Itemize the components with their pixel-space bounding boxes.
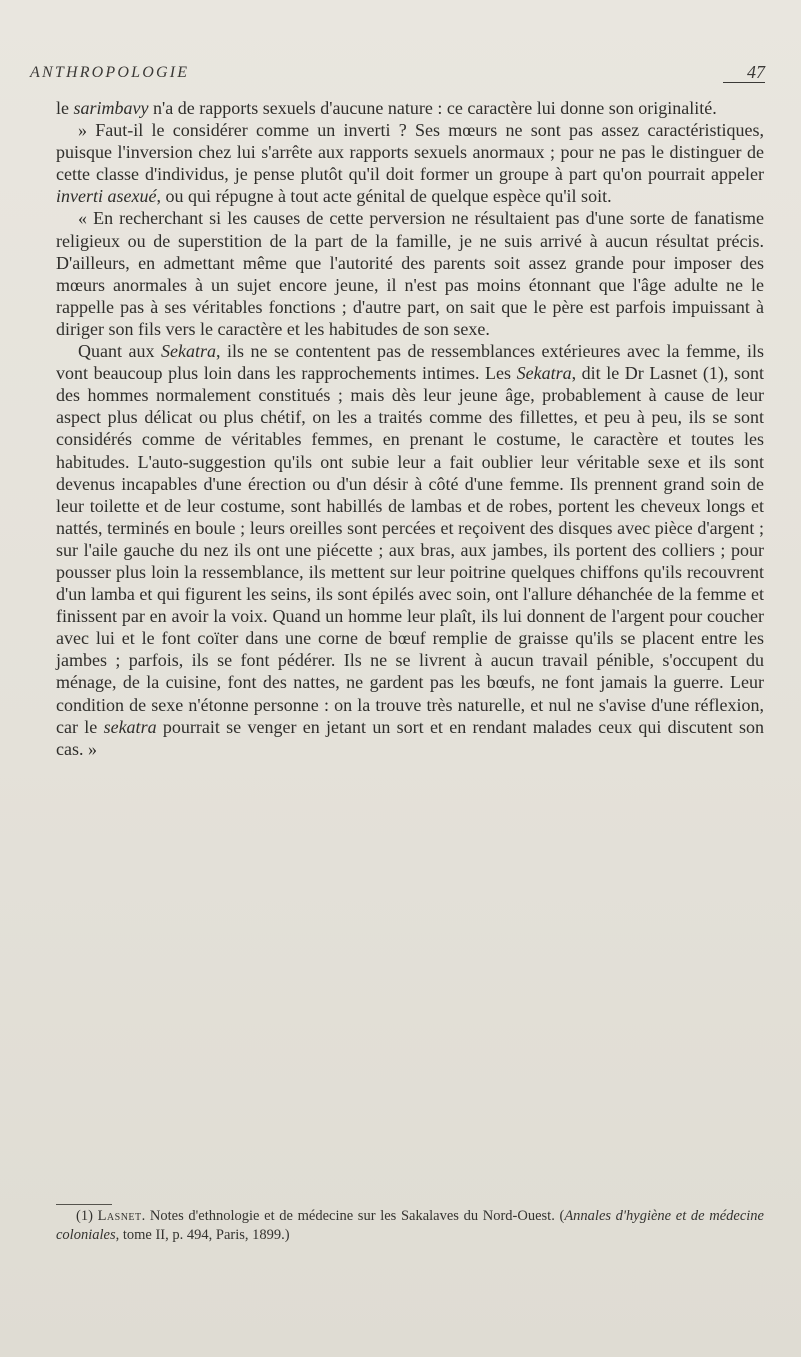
paragraph-3: « En recherchant si les causes de cette perversion ne résultaient pas d'une sorte de fanatisme religieux ou de superstition de la part de la famille, je ne suis arrivé à aucun résultat précis. D'ailleurs, en admettant même que l'autorité des parents soit assez grande pour imposer des mœurs anormales à un sujet encore jeune, il n'est pas moins étonnant que l'âge adulte ne le rappelle pas à ses véritables fonctions ; d'autre part, on sait que le père est parfois impuissant à diriger son fils vers le caractère et les habitudes de son sexe. (56, 208, 764, 339)
footnote-text-b: , tome II, p. 494, Paris, 1899.) (115, 1227, 290, 1243)
body-text (56, 97, 764, 760)
footnote (56, 1207, 764, 1245)
paragraph-4 (56, 340, 764, 760)
paragraph-2 (56, 119, 764, 207)
paragraph-2-text-c: , ou qui répugne à tout acte génital de quelque espèce qu'il soit. (156, 186, 612, 207)
paragraph-1 (56, 97, 764, 119)
footnote-rule (56, 1204, 112, 1205)
term-sarimbavy: sarimbavy (73, 98, 149, 118)
paragraph-4-text-e: , dit le Dr Lasnet (1), sont des hommes normalement constitués ; mais dès leur jeune âge, probablement à cause de leur aspect plus délicat ou plus chétif, on les a traités comme des fillettes, et peu à peu, ils se sont considérés comme de véritables femmes, en prenant le costume, le caractère et toutes les habitudes. L'auto-suggestion qu'ils ont subie leur a fait oublier leur véritable sexe et ils sont devenus incapables d'une érection ou d'un désir à côté d'une femme. Ils prennent grand soin de leur toilette et de leur costume, sont habillés de lambas et de robes, portent les cheveux longs et nattés, terminés en boule ; leurs oreilles sont percées et reçoivent des disques avec pièce d'argent ; sur l'aile gauche du nez ils ont une piécette ; aux bras, aux jambes, ils portent des colliers ; pour pousser plus loin la ressemblance, ils mettent sur leur poitrine quelques chiffons qu'ils recouvrent d'un lamba et qui figurent les seins, ils sont épilés avec soin, ont l'allure déhanchée de la femme et finissent par en avoir la voix. Quand un homme leur plaît, ils lui donnent de l'argent pour coucher avec lui et le font coïter dans une corne de bœuf remplie de graisse qu'ils se placent entre les jambes ; parfois, ils se font pédérer. Ils ne se livrent à aucun travail pénible, s'occupent du ménage, de la cuisine, font des nattes, ne gardent pas les bœufs, ne font jamais la guerre. Leur condition de sexe n'étonne personne : on la trouve très naturelle, et nul ne s'avise d'une réflexion, car le (56, 363, 764, 737)
footnote-journal: Annales d'hygiène et de médecine coloniales (56, 1208, 764, 1243)
page-number: 47 (747, 62, 765, 82)
paragraph-4-text-a: Quant aux (78, 341, 162, 362)
page-header (30, 56, 765, 90)
term-sekatra-1: Sekatra (161, 341, 216, 362)
header-rule (723, 82, 765, 83)
term-sekatra-3: sekatra (103, 716, 157, 737)
footnote-author: Lasnet (97, 1208, 142, 1224)
footnote-1 (56, 1207, 764, 1245)
footnote-text-a: . Notes d'ethnologie et de médecine sur les Sakalaves du Nord-Ouest. ( (141, 1208, 565, 1224)
paragraph-2-text-a: » Faut-il le considérer comme un inverti ? Ses mœurs ne sont pas assez caractéristiques, puisque l'inversion chez lui s'arrête aux rapports sexuels anormaux ; pour ne pas le distinguer de cette classe d'individus, je pense plutôt qu'il doit former un groupe à part qu'on pourrait appeler (56, 120, 764, 185)
paragraph-1-text-a: le (56, 98, 74, 118)
paragraph-1-text-c: n'a de rapports sexuels d'aucune nature : ce caractère lui donne son originalité. (148, 98, 717, 118)
paragraph-4-text-g: pourrait se venger en jetant un sort et en rendant malades ceux qui discutent son cas. » (56, 716, 764, 759)
footnote-marker: (1) (76, 1208, 98, 1224)
term-inverti-asexue: inverti asexué (56, 186, 157, 207)
running-head: ANTHROPOLOGIE (30, 64, 190, 81)
term-sekatra-2: Sekatra (516, 363, 572, 384)
paragraph-4-text-c: , ils ne se contentent pas de ressemblances extérieures avec la femme, ils vont beaucoup plus loin dans les rapprochements intimes. Les (56, 341, 764, 384)
